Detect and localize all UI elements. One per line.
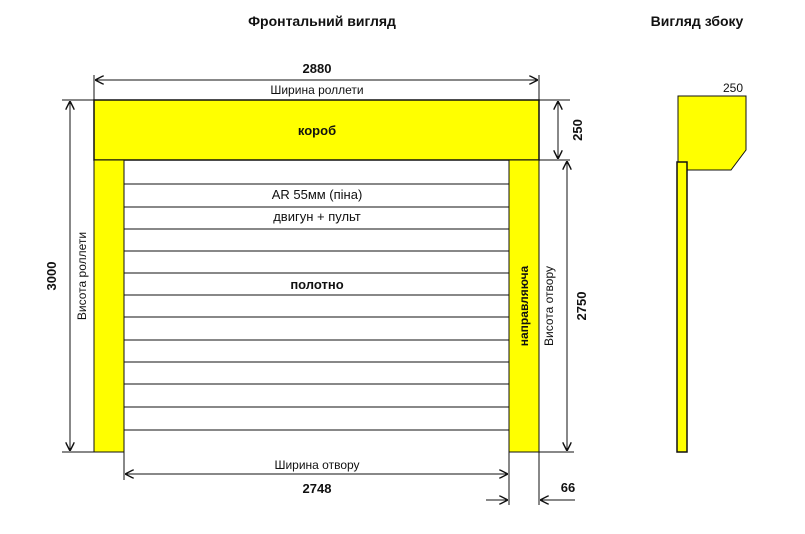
side-guide-profile — [677, 162, 687, 452]
drive-label: двигун + пульт — [273, 209, 361, 224]
guide-width-value: 66 — [560, 480, 576, 495]
opening-width-value: 2748 — [302, 481, 332, 496]
front-view-title: Фронтальний вигляд — [248, 13, 396, 29]
profile-label: AR 55мм (піна) — [271, 187, 363, 202]
left-guide-rail — [94, 160, 124, 452]
opening-height-value: 2750 — [574, 291, 589, 321]
roller-width-label: Ширина роллети — [270, 83, 364, 97]
box-height-value: 250 — [570, 119, 585, 141]
roller-height-value: 3000 — [44, 261, 59, 291]
box-label: короб — [297, 123, 337, 138]
guide-label: направляюча — [517, 265, 531, 347]
roller-height-label: Висота роллети — [75, 231, 89, 321]
opening-height-label: Висота отвору — [542, 266, 556, 346]
side-box-depth-value: 250 — [722, 81, 744, 95]
roller-width-value: 2880 — [302, 61, 332, 76]
box-height-dimension — [539, 100, 570, 160]
curtain-label: полотно — [290, 277, 344, 292]
guide-width-dimension — [486, 452, 575, 505]
opening-width-label: Ширина отвору — [274, 458, 360, 472]
side-view-title: Вигляд збоку — [650, 13, 744, 29]
side-box-profile — [678, 96, 746, 170]
